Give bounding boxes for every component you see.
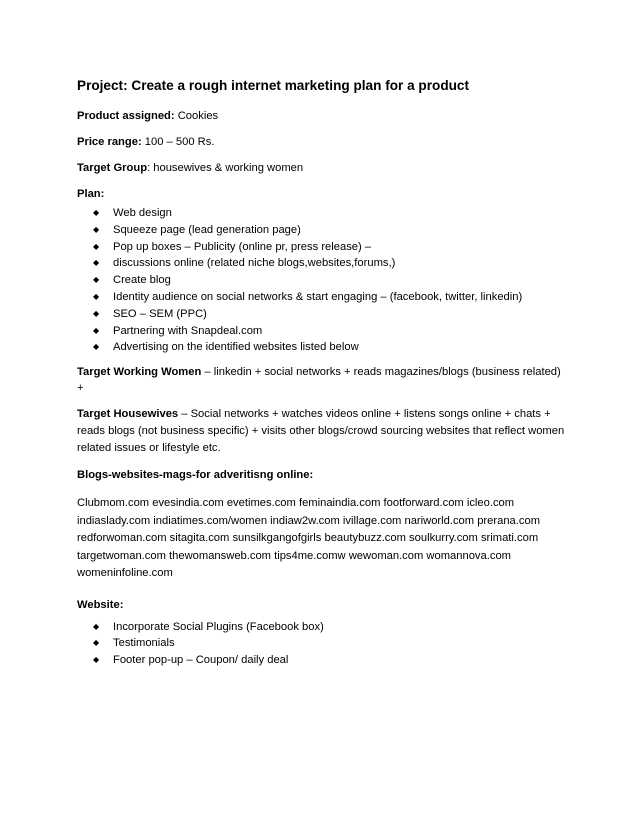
product-line bbox=[77, 108, 567, 124]
price-value: 100 – 500 Rs. bbox=[141, 136, 215, 148]
plan-item bbox=[77, 306, 567, 323]
bullet-icon: ◆ bbox=[93, 224, 100, 234]
bullet-icon: ◆ bbox=[93, 638, 100, 648]
page-title: Project: Create a rough internet marketing plan for a product bbox=[77, 78, 470, 93]
housewives-paragraph bbox=[77, 406, 567, 457]
bullet-icon: ◆ bbox=[93, 308, 100, 318]
price-label: Price range: bbox=[77, 136, 142, 148]
plan-heading: Plan: bbox=[77, 188, 105, 200]
document-content bbox=[77, 77, 567, 677]
plan-item bbox=[77, 255, 567, 272]
plan-item-text: Partnering with Snapdeal.com bbox=[113, 324, 263, 337]
housewives-label: Target Housewives bbox=[77, 408, 179, 421]
bullet-icon: ◆ bbox=[93, 208, 100, 217]
plan-item bbox=[77, 205, 567, 222]
bullet-icon: ◆ bbox=[93, 342, 100, 352]
blogs-website-list bbox=[77, 495, 567, 583]
plan-item-text: Pop up boxes – Publicity (online pr, press release) – bbox=[113, 240, 372, 253]
plan-list bbox=[77, 205, 567, 356]
website-item bbox=[77, 635, 567, 652]
blogs-line: redforwoman.com sitagita.com sunsilkgangofgirls beautybuzz.com soulkurry.com srimati.com bbox=[77, 532, 539, 545]
plan-item-text: Create blog bbox=[113, 274, 171, 287]
bullet-icon: ◆ bbox=[93, 275, 100, 285]
target-group-label: Target Group bbox=[77, 162, 148, 174]
plan-item-text: Advertising on the identified websites listed below bbox=[113, 341, 359, 354]
website-item-text: Footer pop-up – Coupon/ daily deal bbox=[113, 654, 289, 667]
bullet-icon: ◆ bbox=[93, 241, 100, 251]
target-group-line bbox=[77, 160, 567, 176]
product-value: Cookies bbox=[174, 110, 219, 122]
price-line bbox=[77, 134, 567, 150]
plan-item-text: SEO – SEM (PPC) bbox=[113, 307, 207, 320]
blogs-line: womeninfoline.com bbox=[77, 567, 173, 580]
plan-item bbox=[77, 323, 567, 340]
plan-item bbox=[77, 222, 567, 239]
bullet-icon: ◆ bbox=[93, 291, 100, 301]
working-women-value: – linkedin + social networks + reads magazines/blogs (business related) + bbox=[77, 366, 561, 395]
working-women-label: Target Working Women bbox=[77, 366, 202, 379]
product-label: Product assigned: bbox=[77, 110, 175, 122]
bullet-icon: ◆ bbox=[93, 325, 100, 335]
plan-item bbox=[77, 239, 567, 256]
plan-item bbox=[77, 339, 567, 356]
bullet-icon: ◆ bbox=[93, 621, 100, 631]
plan-item-text: Web design bbox=[113, 207, 172, 219]
blogs-heading: Blogs-websites-mags-for adveritisng online: bbox=[77, 469, 314, 482]
plan-item-text: Squeeze page (lead generation page) bbox=[113, 223, 301, 236]
website-item-text: Testimonials bbox=[113, 637, 175, 650]
blogs-line: targetwoman.com thewomansweb.com tips4me.comw wewoman.com womannova.com bbox=[77, 549, 511, 562]
target-group-value: : housewives & working women bbox=[147, 162, 304, 174]
plan-item-text: discussions online (related niche blogs,websites,forums,) bbox=[113, 257, 396, 270]
website-list bbox=[77, 619, 567, 669]
website-item bbox=[77, 652, 567, 669]
blogs-line: Clubmom.com evesindia.com evetimes.com feminaindia.com footforward.com icleo.com bbox=[77, 497, 515, 510]
plan-item-text: Identity audience on social networks & start engaging – (facebook, twitter, linkedin) bbox=[113, 290, 523, 303]
website-item bbox=[77, 619, 567, 636]
bullet-icon: ◆ bbox=[93, 258, 100, 268]
website-heading: Website: bbox=[77, 598, 124, 611]
website-item-text: Incorporate Social Plugins (Facebook box) bbox=[113, 620, 324, 633]
bullet-icon: ◆ bbox=[93, 655, 100, 665]
plan-item bbox=[77, 272, 567, 289]
blogs-line: indiaslady.com indiatimes.com/women indiaw2w.com ivillage.com nariworld.com prerana.com bbox=[77, 514, 541, 527]
plan-item bbox=[77, 289, 567, 306]
working-women-line bbox=[77, 364, 567, 396]
housewives-value: – Social networks + watches videos online + listens songs online + chats + reads blogs (not business specific) + visits other blogs/crowd sourcing websites that reflect women related issues or lifestyle etc. bbox=[77, 408, 565, 455]
